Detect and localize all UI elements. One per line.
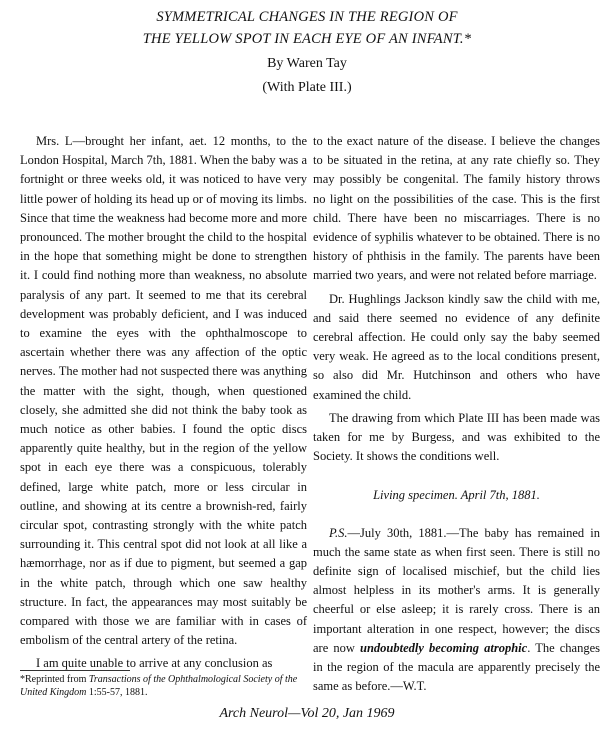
author-byline: By Waren Tay [267,56,347,71]
article-title-line-1: SYMMETRICAL CHANGES IN THE REGION OF [156,9,458,25]
right-column [313,132,600,700]
footnote [20,674,307,699]
footnote-divider [20,670,130,671]
left-column [20,132,307,674]
left-paragraph-2: I am quite unable to arrive at any conclusion as [36,656,273,671]
plate-note: (With Plate III.) [262,80,352,95]
footnote-source: Transactions of the Ophthalmological Society of the United Kingdom [20,674,298,698]
right-paragraph-2: Dr. Hughlings Jackson kindly saw the child with me, and said there seemed no evidence of any definite cerebral affection. He could only say the baby seemed very weak. He agreed as to the local conditions present, so also did Mr. Hutchinson and others who have examined the child. [313,291,600,402]
article-title-line-2: THE YELLOW SPOT IN EACH EYE OF AN INFANT.* [142,31,472,47]
specimen-signature: Living specimen. April 7th, 1881. [373,488,540,503]
journal-citation: Arch Neurol—Vol 20, Jan 1969 [219,706,395,721]
right-paragraph-3: The drawing from which Plate III has been made was taken for me by Burgess, and was exhibited to the Society. It shows the conditions well. [313,410,600,464]
left-paragraph-1: Mrs. L—brought her infant, aet. 12 months, to the London Hospital, March 7th, 1881. When the baby was a fortnight or three weeks old, it was noticed to have very little power of holding its head up or of moving its limbs. Since that time the weakness had become more and more pronounced. The mother brought the child to the hospital in the hope that something might be done to strengthen it. I could find nothing more than weakness, no absolute paralysis of any part. It seemed to me that its cerebral development was probably deficient, and I was induced to examine the eyes with the ophthalmoscope to ascertain whether there was any affection of the optic nerves. The mother had not suspected there was anything the matter with the sight, though, when questioned closely, she admitted she did not think the baby took as much notice as other babies. I found the optic discs apparently quite healthy, but in the region of the yellow spot in each eye there was a conspicuous, tolerably defined, large white patch, more or less circular in outline, and showing at its centre a brownish-red, fairly circular spot, contrasting strongly with the white patch surrounding it. This central spot did not look at all like a hæmorrhage, nor as if due to pigment, but seemed a gap in the white patch, through which one saw healthy structure. In fact, the appearances may most suitably be compared with those we are familiar with in cases of embolism of the central artery of the retina. [20,134,307,648]
footnote-prefix: *Reprinted from [20,674,89,685]
postscript-text-b: . The changes in the region of the macula are apparently precisely the same as before.—W.T. [313,640,600,694]
right-paragraph-1: to the exact nature of the disease. I believe the changes to be situated in the retina, at any rate chiefly so. They may possibly be congenital. The family history throws no light on the possibilities of the case. This is the first child. There have been no miscarriages. There is no evidence of syphilis whatever to be obtained. There is no history of phthisis in the family. The parents have been married two years, and were not related before marriage. [313,134,600,283]
postscript-lead: P.S. [329,525,348,540]
postscript-paragraph [313,524,600,697]
postscript-text-a: —July 30th, 1881.—The baby has remained in much the same state as when first seen. There is still no definite sign of localised mischief, but the child lies almost helpless in its mother's arms. It is generally cheerful or else asleep; it is rarely cross. There is an important alteration in one respect, however; the discs are now [313,525,600,655]
postscript-emphasis: undoubtedly becoming atrophic [360,640,528,655]
footnote-suffix: 1:55-57, 1881. [86,686,148,698]
